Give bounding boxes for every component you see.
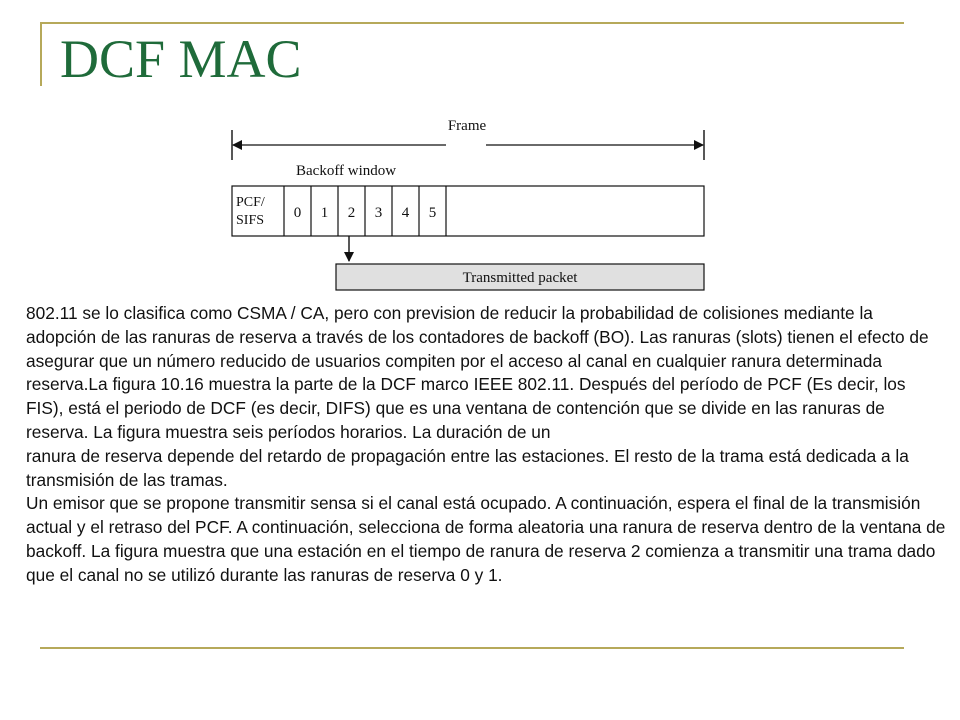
slot-label: 1: [320, 205, 329, 221]
slot-label: 3: [374, 205, 383, 221]
dcf-frame-diagram: [220, 108, 720, 298]
body-paragraph: 802.11 se lo clasifica como CSMA / CA, pero con prevision de reducir la probabilidad de colisiones mediante la adopción de las ranuras de reserva a través de los contadores de backoff (BO). Las ranuras (slots) tienen el efecto de asegurar que un número reducido de usuarios compiten por el acceso al canal en cualquier ranura determinada reserva.La figura 10.16 muestra la parte de la DCF marco IEEE 802.11. Después del período de PCF (Es decir, los FIS), está el periodo de DCF (es decir, DIFS) que es una ventana de contención que se divide en las ranuras de reserva. La figura muestra seis períodos horarios. La duración de un: [26, 303, 929, 442]
frame-label: Frame: [447, 118, 487, 134]
decorative-bottom-line: [40, 647, 904, 649]
slot-label: 2: [347, 205, 356, 221]
slot-label: 0: [293, 205, 302, 221]
body-paragraph: ranura de reserva depende del retardo de propagación entre las estaciones. El resto de la trama está dedicada a la transmisión de las tramas.: [26, 445, 909, 490]
slot-label: 4: [401, 205, 410, 221]
pcf-label-line1: PCF/: [236, 195, 265, 210]
pcf-label-line2: SIFS: [236, 213, 265, 228]
body-paragraph: Un emisor que se propone transmitir sensa si el canal está ocupado. A continuación, espera el final de la transmisión actual y el retraso del PCF. A continuación, selecciona de forma aleatoria una ranura de reserva dentro de la ventana de backoff. La figura muestra que una estación en el tiempo de ranura de reserva 2 comienza a transmitir una trama dado que el canal no se utilizó durante las ranuras de reserva 0 y 1.: [26, 493, 946, 585]
frame-row: [232, 186, 704, 236]
body-text: [26, 302, 946, 588]
decorative-top-line: [40, 22, 904, 24]
decorative-vertical-line: [40, 22, 42, 86]
slide-title: DCF MAC: [60, 29, 302, 89]
slot-label: 5: [428, 205, 437, 221]
transmitted-packet-label: Transmitted packet: [462, 270, 578, 286]
backoff-window-label: Backoff window: [296, 163, 397, 179]
